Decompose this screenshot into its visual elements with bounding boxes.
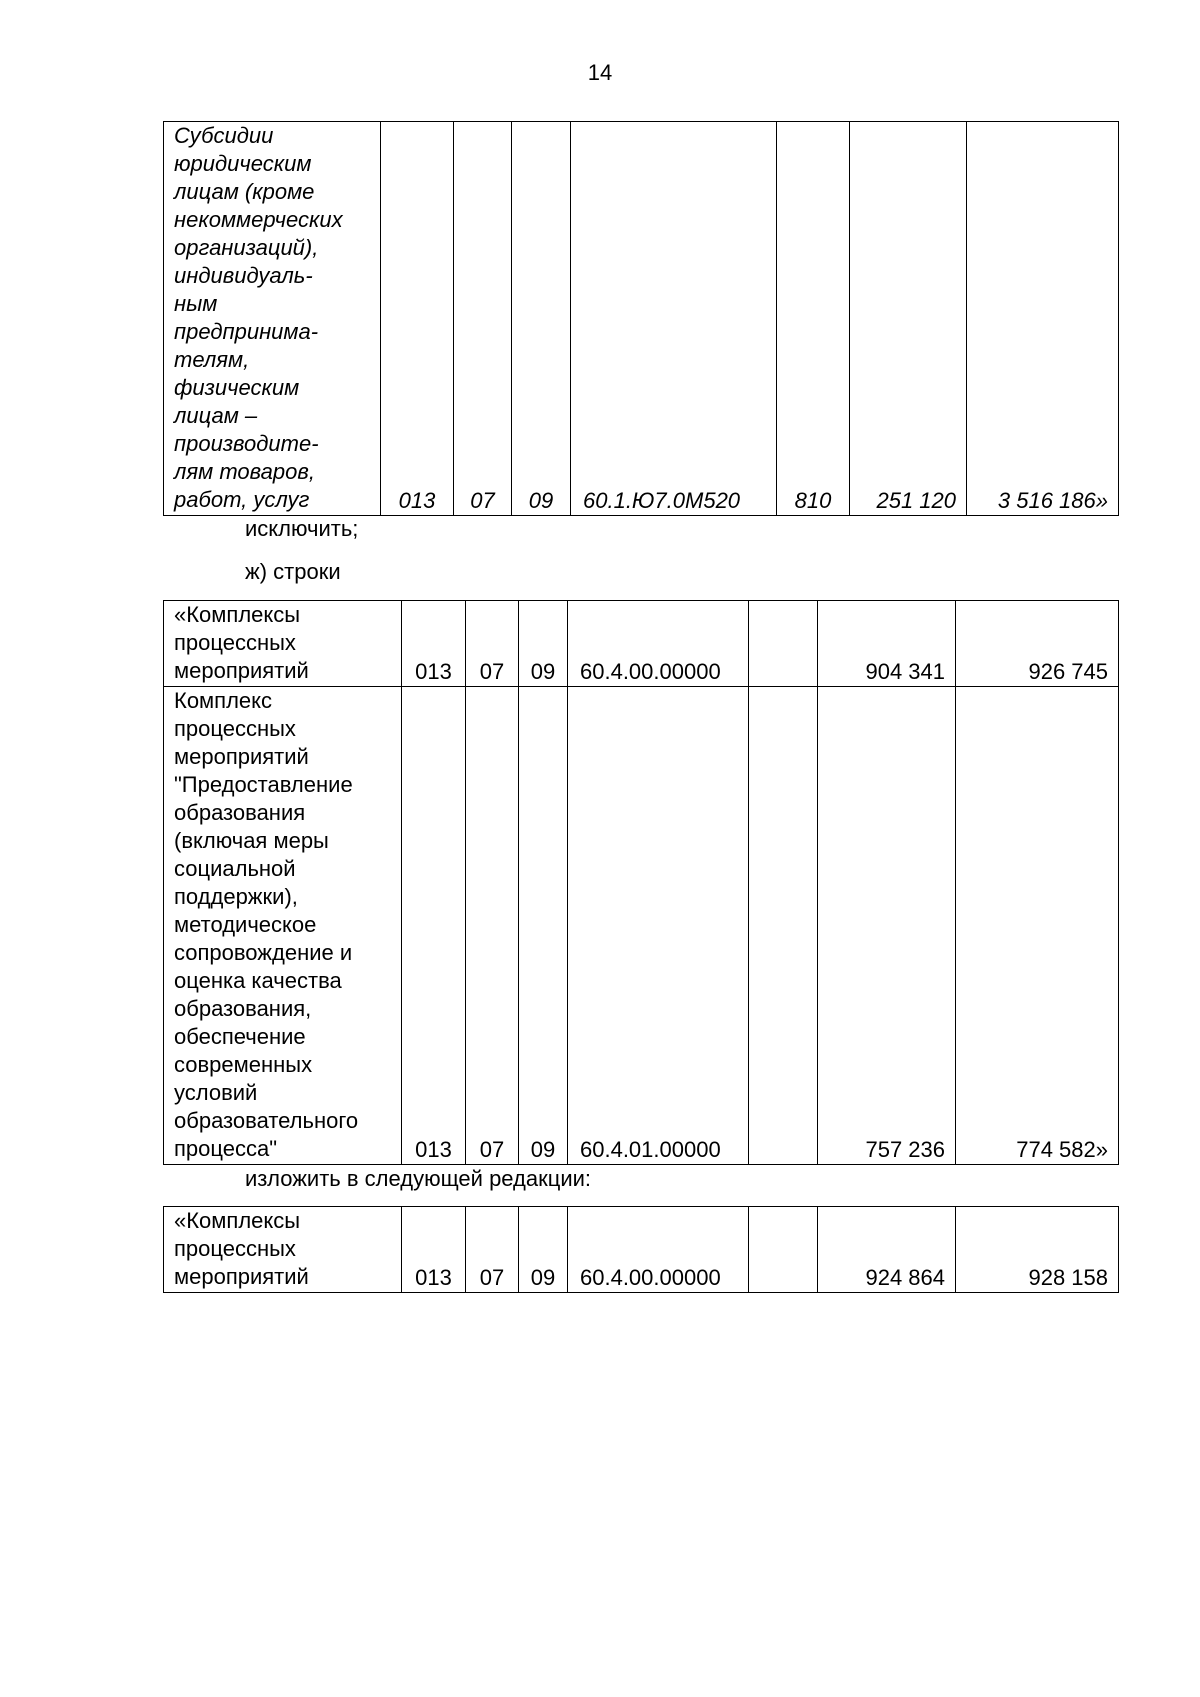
name-line: обеспечение [174, 1024, 306, 1049]
table-row [164, 687, 1119, 1165]
name-line: ным [174, 291, 218, 316]
subsection-code-cell: 09 [512, 122, 571, 516]
ministry-code-cell: 013 [402, 687, 466, 1165]
name-line: юридическим [174, 151, 312, 176]
name-line: поддержки), [174, 884, 298, 909]
section-code-cell: 07 [454, 122, 512, 516]
name-line: Субсидии [174, 123, 274, 148]
expense-type-cell [749, 601, 818, 687]
budget-table-3 [163, 1206, 1119, 1293]
name-line: "Предоставление [174, 772, 353, 797]
amount-year1-cell: 904 341 [818, 601, 956, 687]
subsection-code-cell: 09 [519, 601, 568, 687]
budget-table-1 [163, 121, 1119, 516]
row-name-cell [164, 1207, 402, 1293]
name-line: некоммерческих [174, 207, 343, 232]
section-code-cell: 07 [466, 601, 519, 687]
ministry-code-cell: 013 [402, 601, 466, 687]
ministry-code-cell: 013 [381, 122, 454, 516]
name-line: методическое [174, 912, 317, 937]
name-line: процесса" [174, 1136, 278, 1161]
expense-type-cell [749, 687, 818, 1165]
section-code-cell: 07 [466, 1207, 519, 1293]
name-line: физическим [174, 375, 300, 400]
name-line: социальной [174, 856, 296, 881]
table-row [164, 122, 1119, 516]
name-line: лям товаров, [174, 459, 315, 484]
new-edition-text: изложить в следующей редакции: [245, 1166, 592, 1191]
target-article-cell: 60.4.00.00000 [568, 601, 749, 687]
subsection-code-cell: 09 [519, 1207, 568, 1293]
name-line: «Комплексы [174, 602, 301, 627]
amount-year2-cell: 926 745 [956, 601, 1119, 687]
target-article-cell: 60.1.Ю7.0М520 [571, 122, 777, 516]
rows-label: ж) строки [245, 559, 341, 584]
amount-year1-cell: 924 864 [818, 1207, 956, 1293]
table-row [164, 1207, 1119, 1293]
ministry-code-cell: 013 [402, 1207, 466, 1293]
budget-table-2 [163, 600, 1119, 1165]
section-code-cell: 07 [466, 687, 519, 1165]
exclude-text: исключить; [245, 516, 359, 541]
name-line: мероприятий [174, 744, 309, 769]
name-line: лицам – [174, 403, 258, 428]
table-row [164, 601, 1119, 687]
name-line: работ, услуг [174, 487, 310, 512]
target-article-cell: 60.4.01.00000 [568, 687, 749, 1165]
row-name-cell [164, 122, 381, 516]
name-line: мероприятий [174, 658, 309, 683]
name-line: телям, [174, 347, 250, 372]
target-article-cell: 60.4.00.00000 [568, 1207, 749, 1293]
name-line: образовательного [174, 1108, 359, 1133]
name-line: (включая меры [174, 828, 329, 853]
subsection-code-cell: 09 [519, 687, 568, 1165]
amount-year1-cell: 251 120 [850, 122, 967, 516]
name-line: мероприятий [174, 1264, 309, 1289]
name-line: условий [174, 1080, 258, 1105]
amount-year2-cell: 774 582» [956, 687, 1119, 1165]
amount-year2-cell: 3 516 186» [967, 122, 1119, 516]
page-number: 14 [587, 60, 613, 85]
name-line: оценка качества [174, 968, 342, 993]
name-line: организаций), [174, 235, 319, 260]
row-name-cell [164, 687, 402, 1165]
amount-year2-cell: 928 158 [956, 1207, 1119, 1293]
name-line: образования, [174, 996, 312, 1021]
name-line: «Комплексы [174, 1208, 301, 1233]
name-line: индивидуаль- [174, 263, 313, 288]
expense-type-cell: 810 [777, 122, 850, 516]
name-line: образования [174, 800, 306, 825]
expense-type-cell [749, 1207, 818, 1293]
name-line: Комплекс [174, 688, 273, 713]
name-line: сопровождение и [174, 940, 353, 965]
name-line: процессных [174, 630, 296, 655]
name-line: процессных [174, 716, 296, 741]
name-line: производите- [174, 431, 319, 456]
amount-year1-cell: 757 236 [818, 687, 956, 1165]
name-line: лицам (кроме [174, 179, 315, 204]
name-line: предпринима- [174, 319, 319, 344]
name-line: процессных [174, 1236, 296, 1261]
row-name-cell [164, 601, 402, 687]
name-line: современных [174, 1052, 313, 1077]
